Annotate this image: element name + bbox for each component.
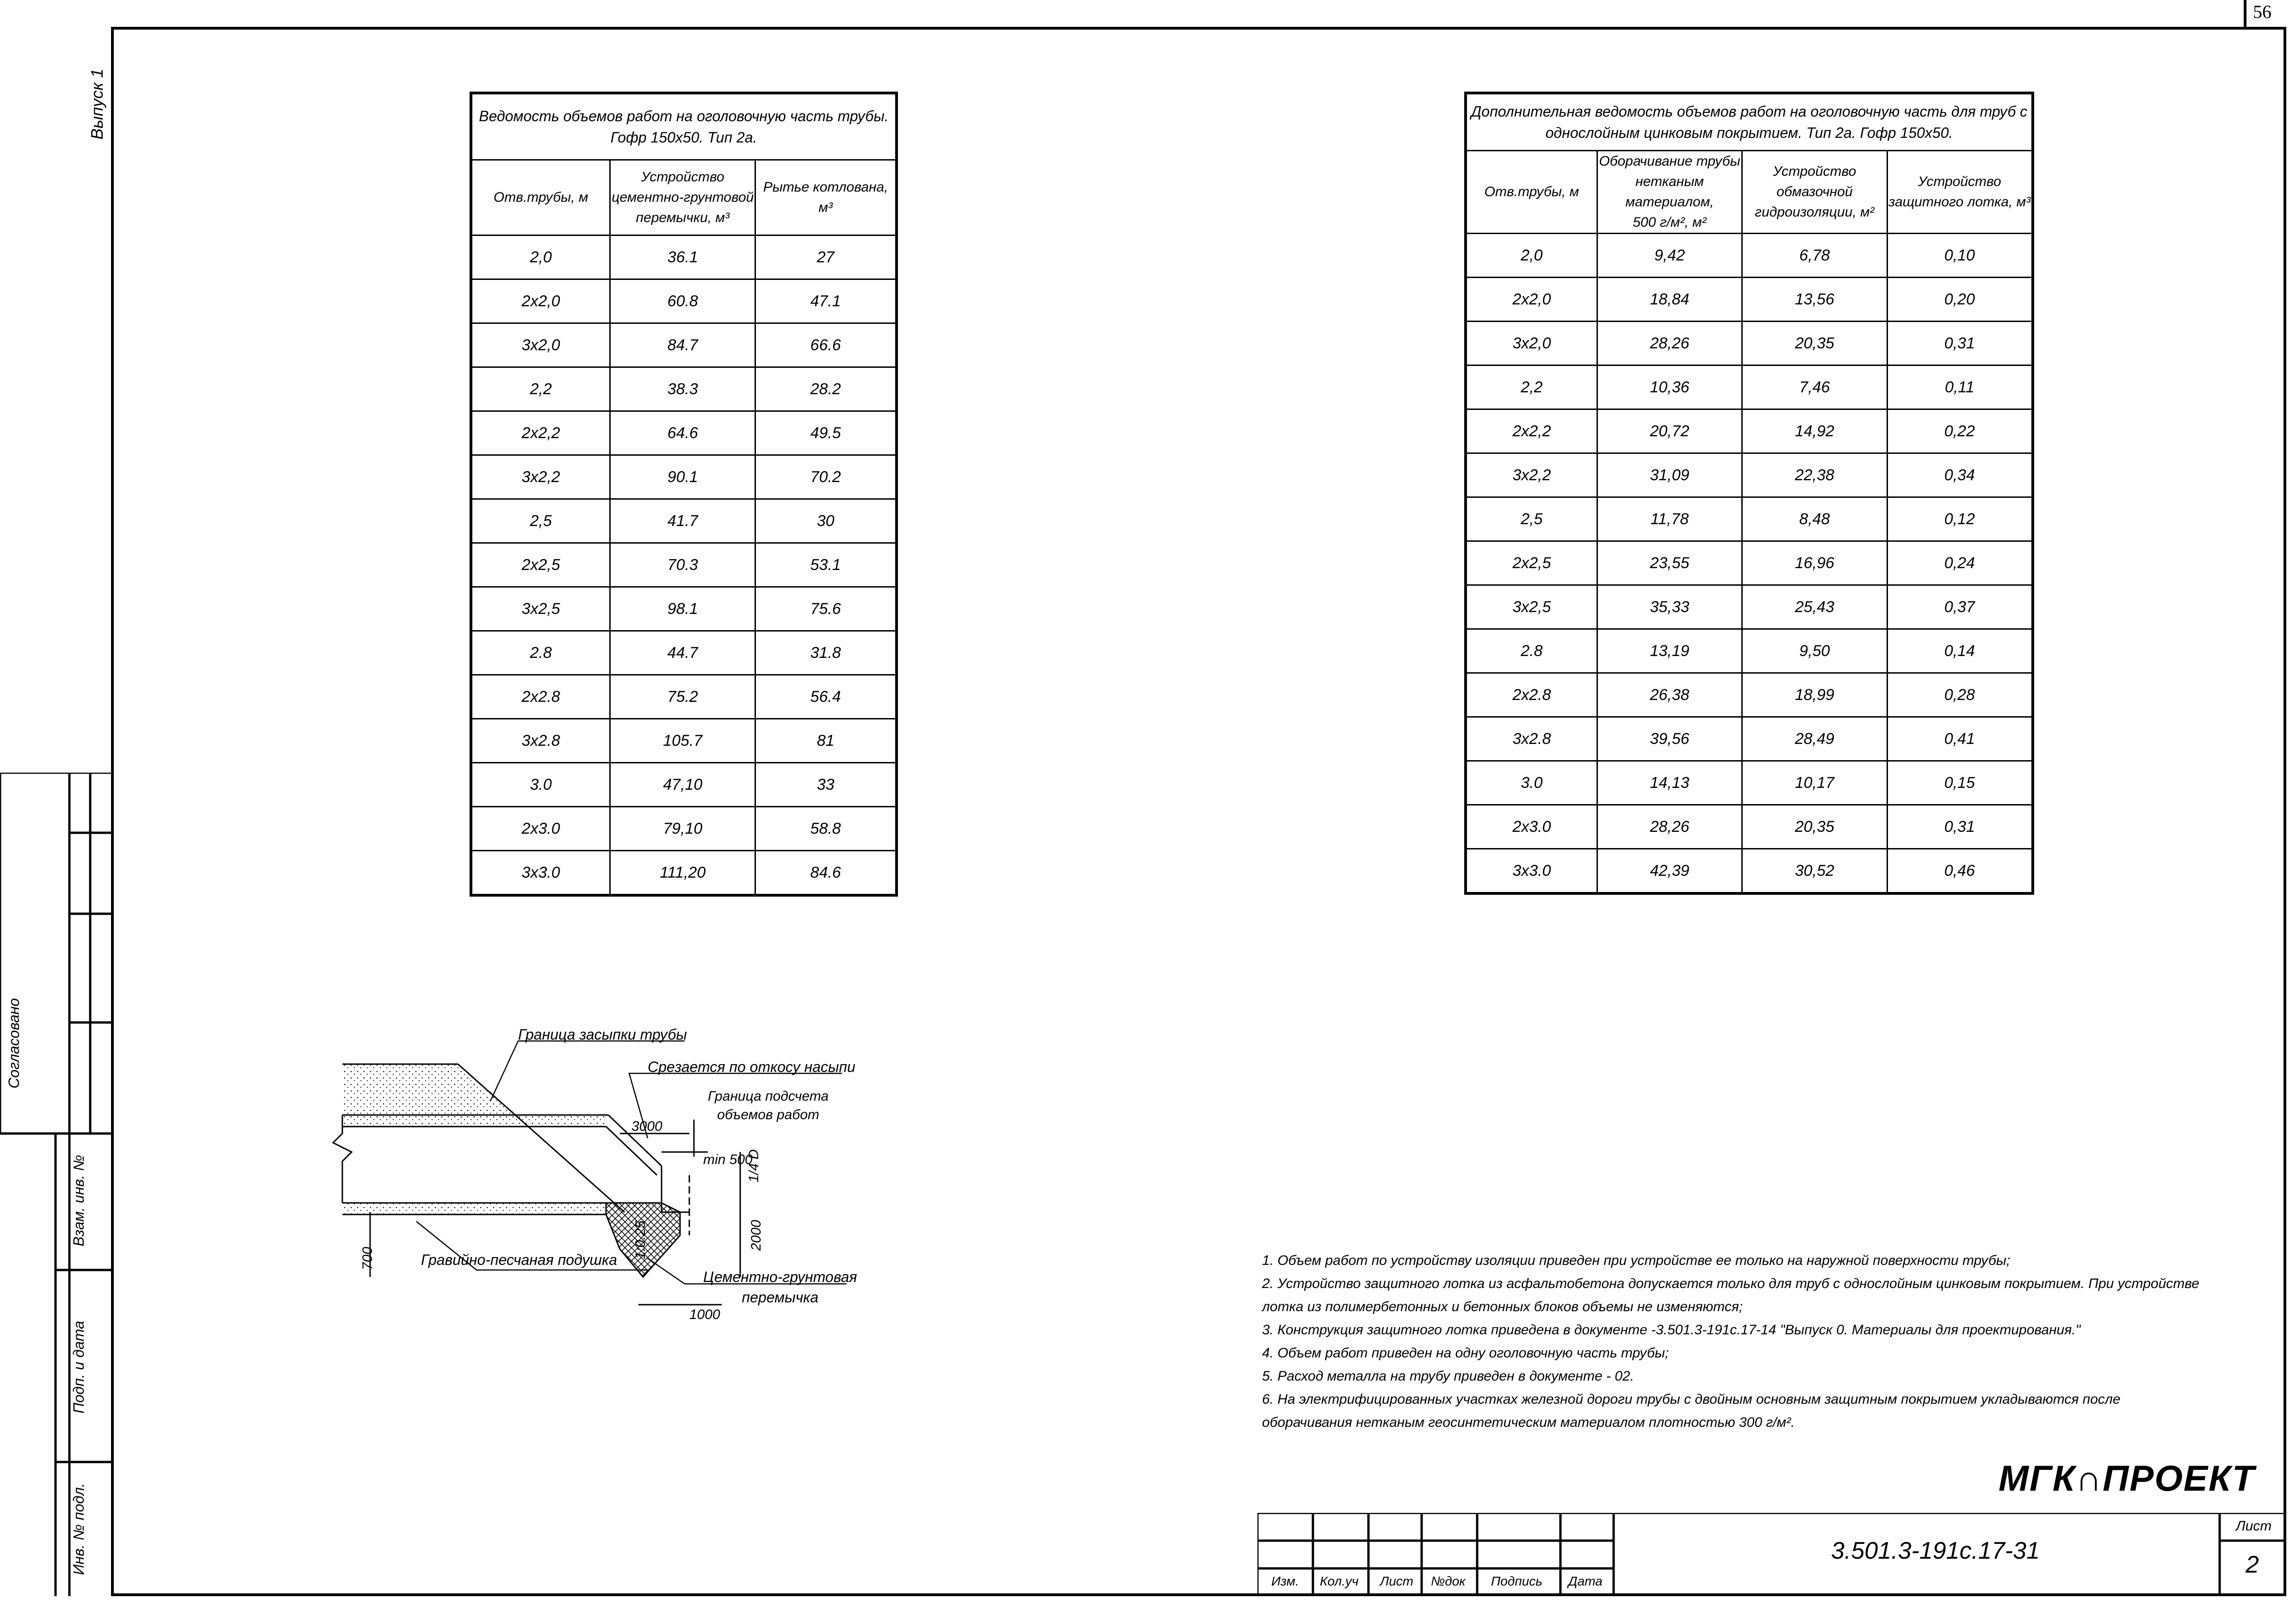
table-cell: 23,55 <box>1597 541 1742 585</box>
dim-1000: 1000 <box>689 1307 720 1322</box>
table-cell: 41.7 <box>610 499 755 543</box>
table-row <box>471 235 897 279</box>
table-cell: 14,92 <box>1742 409 1887 453</box>
table-row <box>471 807 897 851</box>
page-number: 56 <box>2253 1 2271 22</box>
table-cell: 60.8 <box>610 279 755 323</box>
table-cell: 98.1 <box>610 587 755 631</box>
table-cell: 2,5 <box>471 499 610 543</box>
table-cell: 70.3 <box>610 543 755 587</box>
note-line: 6. На электрифицированных участках железной дороги трубы с двойным основным защитным покрытием укладываются после <box>1262 1392 2121 1407</box>
table1-header-excavation: Рытье котлована, м³ <box>755 160 897 235</box>
table-cell: 90.1 <box>610 455 755 499</box>
table-row <box>471 851 897 896</box>
table-cell: 44.7 <box>610 631 755 675</box>
table-cell: 14,13 <box>1597 761 1742 805</box>
table-volumes-main <box>470 92 898 897</box>
table-cell: 13,19 <box>1597 629 1742 673</box>
inv-replace-label: Взам. инв. № <box>70 1155 87 1246</box>
table-cell: 111,20 <box>610 851 755 896</box>
section-diagram <box>324 1018 879 1351</box>
label-cut-by-slope: Срезается по откосу насыпи <box>648 1059 855 1075</box>
table-cell: 0,41 <box>1887 717 2033 761</box>
table-cell: 0,46 <box>1887 849 2033 894</box>
table-cell: 0,31 <box>1887 805 2033 849</box>
table2-header-tray: Устройство защитного лотка, м³ <box>1887 151 2033 234</box>
table-cell: 3x2,5 <box>471 587 610 631</box>
table-cell: 42,39 <box>1597 849 1742 894</box>
table-cell: 66.6 <box>755 323 897 367</box>
table2-header-opening: Отв.трубы, м <box>1466 151 1597 234</box>
table-cell: 13,56 <box>1742 278 1887 322</box>
table2-header-wrapping: Оборачивание трубы нетканым материалом, 500 г/м², м² <box>1597 151 1742 234</box>
table-cell: 25,43 <box>1742 585 1887 629</box>
table-cell: 75.2 <box>610 675 755 719</box>
table-row <box>1466 629 2033 673</box>
note-line: оборачивания нетканым геосинтетическим материалом плотностью 300 г/м². <box>1262 1415 1795 1430</box>
table-row <box>471 675 897 719</box>
tb-col-izm: Изм. <box>1271 1574 1299 1588</box>
table-volumes-additional <box>1464 92 2034 895</box>
sign-date-label: Подп. и дата <box>70 1320 87 1414</box>
table-cell: 38.3 <box>610 367 755 411</box>
table-row <box>1466 805 2033 849</box>
company-logo: МГК∩ПРОЕКТ <box>1999 1458 2255 1499</box>
note-line: лотка из полимербетонных и бетонных блоков объемы не изменяются; <box>1262 1299 1743 1314</box>
tb-designation: 3.501.3-191с.17-31 <box>1831 1537 2040 1564</box>
table-row <box>1466 278 2033 322</box>
dim-2000: 2000 <box>749 1220 764 1251</box>
note-line: 4. Объем работ приведен на одну оголовочную часть трубы; <box>1262 1345 1669 1361</box>
table-cell: 33 <box>755 763 897 807</box>
agreed-label: Согласовано <box>6 998 22 1089</box>
table-row <box>471 763 897 807</box>
table-cell: 3x2,2 <box>471 455 610 499</box>
table-cell: 8,48 <box>1742 497 1887 541</box>
dim-min500: min 500 <box>703 1152 753 1167</box>
table-cell: 75.6 <box>755 587 897 631</box>
table-row <box>1466 453 2033 497</box>
table-cell: 2,0 <box>1466 234 1597 278</box>
table-cell: 26,38 <box>1597 673 1742 717</box>
dim-3000: 3000 <box>631 1119 662 1134</box>
table-cell: 3x3.0 <box>1466 849 1597 894</box>
table-row <box>1466 365 2033 409</box>
inv-orig-label: Инв. № подл. <box>70 1483 87 1575</box>
table-cell: 0,31 <box>1887 322 2033 365</box>
table-cell: 2x2,2 <box>471 411 610 455</box>
left-stamp-lines <box>0 773 111 1596</box>
table-cell: 2x2,0 <box>1466 278 1597 322</box>
table-cell: 2.8 <box>471 631 610 675</box>
table-cell: 27 <box>755 235 897 279</box>
table-cell: 0,22 <box>1887 409 2033 453</box>
table-cell: 9,42 <box>1597 234 1742 278</box>
table-cell: 81 <box>755 719 897 763</box>
table-row <box>471 411 897 455</box>
table-cell: 84.6 <box>755 851 897 896</box>
table-cell: 84.7 <box>610 323 755 367</box>
table-cell: 79,10 <box>610 807 755 851</box>
table-cell: 2x2.8 <box>1466 673 1597 717</box>
table-cell: 0,24 <box>1887 541 2033 585</box>
table-cell: 2,5 <box>1466 497 1597 541</box>
label-backfill-boundary: Граница засыпки трубы <box>518 1026 687 1043</box>
table-row <box>471 279 897 323</box>
table-cell: 47,10 <box>610 763 755 807</box>
table-cell: 2x2,0 <box>471 279 610 323</box>
table-row <box>1466 234 2033 278</box>
table-row <box>1466 322 2033 365</box>
table-row <box>1466 717 2033 761</box>
table-cell: 0,37 <box>1887 585 2033 629</box>
table-cell: 56.4 <box>755 675 897 719</box>
table-cell: 0,28 <box>1887 673 2033 717</box>
tb-sheet-label: Лист <box>2236 1518 2272 1534</box>
table-cell: 0,15 <box>1887 761 2033 805</box>
table-cell: 2.8 <box>1466 629 1597 673</box>
table-cell: 7,46 <box>1742 365 1887 409</box>
table-row <box>471 455 897 499</box>
table-cell: 6,78 <box>1742 234 1887 278</box>
label-cement-bridge: Цементно-грунтовая перемычка <box>703 1269 857 1306</box>
table-cell: 3x2,2 <box>1466 453 1597 497</box>
table-cell: 16,96 <box>1742 541 1887 585</box>
tb-col-kol: Кол.уч <box>1320 1574 1359 1588</box>
table-row <box>471 323 897 367</box>
table-row <box>1466 761 2033 805</box>
table-cell: 18,84 <box>1597 278 1742 322</box>
table-cell: 20,35 <box>1742 322 1887 365</box>
table1-header-opening: Отв.трубы, м <box>471 160 610 235</box>
table-cell: 31.8 <box>755 631 897 675</box>
table-cell: 53.1 <box>755 543 897 587</box>
table-cell: 10,36 <box>1597 365 1742 409</box>
table-cell: 3x2,5 <box>1466 585 1597 629</box>
table-row <box>1466 409 2033 453</box>
table-cell: 2x3.0 <box>471 807 610 851</box>
page-number-box <box>2244 0 2246 27</box>
table-cell: 2x2,2 <box>1466 409 1597 453</box>
table-row <box>471 499 897 543</box>
note-line: 2. Устройство защитного лотка из асфальтобетона допускается только для труб с однослойным цинковым покрытием. При устройстве <box>1262 1276 2199 1291</box>
table-cell: 28,26 <box>1597 805 1742 849</box>
left-margin-stamp <box>0 773 111 1596</box>
note-line: 5. Расход металла на трубу приведен в документе - 02. <box>1262 1369 1634 1384</box>
table-cell: 36.1 <box>610 235 755 279</box>
table-cell: 47.1 <box>755 279 897 323</box>
table-cell: 2x3.0 <box>1466 805 1597 849</box>
table-cell: 0,14 <box>1887 629 2033 673</box>
table-cell: 28.2 <box>755 367 897 411</box>
table-cell: 2x2,5 <box>1466 541 1597 585</box>
issue-label: Выпуск 1 <box>87 68 106 140</box>
table-row <box>1466 585 2033 629</box>
table-cell: 30 <box>755 499 897 543</box>
table-cell: 2x2,5 <box>471 543 610 587</box>
table-cell: 2,2 <box>471 367 610 411</box>
table-row <box>471 587 897 631</box>
tb-sheet-number: 2 <box>2246 1551 2259 1578</box>
table-cell: 31,09 <box>1597 453 1742 497</box>
table-cell: 39,56 <box>1597 717 1742 761</box>
table-cell: 58.8 <box>755 807 897 851</box>
notes <box>1262 1249 2199 1434</box>
table-cell: 18,99 <box>1742 673 1887 717</box>
label-gravel-cushion: Гравийно-песчаная подушка <box>421 1251 617 1268</box>
table-cell: 3x2.8 <box>1466 717 1597 761</box>
table-cell: 3.0 <box>1466 761 1597 805</box>
table-row <box>471 631 897 675</box>
table-cell: 0,11 <box>1887 365 2033 409</box>
table-cell: 9,50 <box>1742 629 1887 673</box>
table-cell: 3.0 <box>471 763 610 807</box>
table-cell: 28,26 <box>1597 322 1742 365</box>
table-row <box>1466 849 2033 894</box>
table-cell: 64.6 <box>610 411 755 455</box>
table-cell: 10,17 <box>1742 761 1887 805</box>
table-cell: 105.7 <box>610 719 755 763</box>
table-cell: 3x2,0 <box>1466 322 1597 365</box>
table2-caption: Дополнительная ведомость объемов работ на оголовочную часть для труб с однослойным цинковым покрытием. Тип 2а. Гофр 150х50. <box>1466 93 2033 151</box>
table-cell: 70.2 <box>755 455 897 499</box>
tb-col-podpis: Подпись <box>1491 1574 1543 1588</box>
dim-quarter-d: 1/4 D <box>746 1149 761 1183</box>
label-calc-boundary: Граница подсчета объемов работ <box>708 1089 829 1122</box>
dim-700: 700 <box>360 1246 375 1270</box>
table-cell: 3x3.0 <box>471 851 610 896</box>
note-line: 3. Конструкция защитного лотка приведена в документе -3.501.3-191с.17-14 "Выпуск 0. Материалы для проектирования." <box>1262 1322 2081 1338</box>
table1-caption: Ведомость объемов работ на оголовочную часть трубы. Гофр 150x50. Тип 2а. <box>471 93 897 160</box>
table-cell: 28,49 <box>1742 717 1887 761</box>
table-cell: 2,0 <box>471 235 610 279</box>
table-cell: 0,12 <box>1887 497 2033 541</box>
table-cell: 22,38 <box>1742 453 1887 497</box>
table1-header-bridge: Устройство цементно-грунтовой перемычки, м³ <box>610 160 755 235</box>
table-cell: 35,33 <box>1597 585 1742 629</box>
table-cell: 0,20 <box>1887 278 2033 322</box>
table2-header-waterproofing: Устройство обмазочной гидроизоляции, м² <box>1742 151 1887 234</box>
table-cell: 11,78 <box>1597 497 1742 541</box>
tb-col-ndok: №док <box>1431 1574 1466 1588</box>
table-cell: 20,35 <box>1742 805 1887 849</box>
table-cell: 0,34 <box>1887 453 2033 497</box>
table-cell: 3x2.8 <box>471 719 610 763</box>
table-row <box>1466 673 2033 717</box>
table-cell: 49.5 <box>755 411 897 455</box>
note-line: 1. Объем работ по устройству изоляции приведен при устройстве ее только на наружной поверхности трубы; <box>1262 1253 2011 1268</box>
table-row <box>471 543 897 587</box>
title-block <box>1257 1513 2286 1596</box>
dim-slope: 1:0.25 <box>633 1220 648 1259</box>
table-row <box>1466 497 2033 541</box>
table-cell: 2,2 <box>1466 365 1597 409</box>
table-cell: 2x2.8 <box>471 675 610 719</box>
tb-col-list: Лист <box>1380 1574 1414 1588</box>
table-row <box>471 719 897 763</box>
table-cell: 30,52 <box>1742 849 1887 894</box>
table-cell: 20,72 <box>1597 409 1742 453</box>
table-row <box>471 367 897 411</box>
table-cell: 0,10 <box>1887 234 2033 278</box>
table-row <box>1466 541 2033 585</box>
tb-col-data: Дата <box>1568 1574 1603 1588</box>
table-cell: 3x2,0 <box>471 323 610 367</box>
